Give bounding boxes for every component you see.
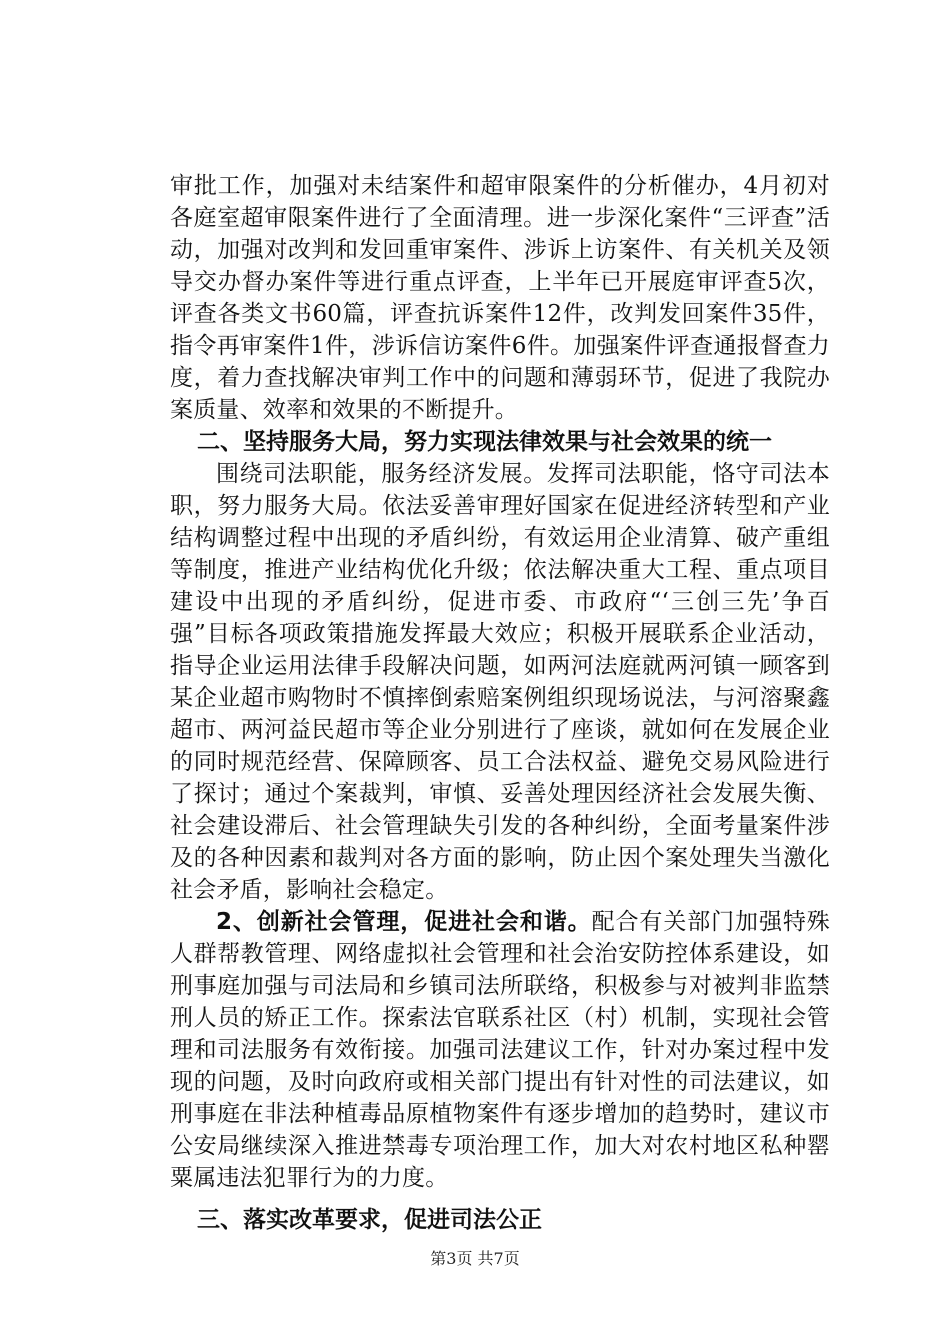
page-number-footer: 第3页 共7页 (430, 1249, 520, 1268)
document-body (170, 170, 830, 1236)
section-heading-3: 三、落实改革要求，促进司法公正 (197, 1207, 542, 1233)
section-heading-2: 二、坚持服务大局，努力实现法律效果与社会效果的统一 (197, 429, 772, 455)
paragraph-serve-economy: 围绕司法职能，服务经济发展。发挥司法职能，恪守司法本职，努力服务大局。依法妥善审理好国家在促进经济转型和产业结构调整过程中出现的矛盾纠纷，有效运用企业清算、破产重组等制度，推进产业结构优化升级；依法解决重大工程、重点项目建设中出现的矛盾纠纷，促进市委、市政府“‘三创三先’争百强”目标各项政策措施发挥最大效应；积极开展联系企业活动，指导企业运用法律手段解决问题，如两河法庭就两河镇一顾客到某企业超市购物时不慎摔倒索赔案例组织现场说法，与河溶聚鑫超市、两河益民超市等企业分别进行了座谈，就如何在发展企业的同时规范经营、保障顾客、员工合法权益、避免交易风险进行了探讨；通过个案裁判，审慎、妥善处理因经济社会发展失衡、社会建设滞后、社会管理缺失引发的各种纠纷，全面考量案件涉及的各种因素和裁判对各方面的影响，防止因个案处理失当激化社会矛盾，影响社会稳定。 (170, 461, 830, 903)
paragraph-case-review: 审批工作，加强对未结案件和超审限案件的分析催办，4月初对各庭室超审限案件进行了全面清理。进一步深化案件“三评查”活动，加强对改判和发回重审案件、涉诉上访案件、有关机关及领导交办督办案件等进行重点评查，上半年已开展庭审评查5次，评查各类文书60篇，评查抗诉案件12件，改判发回案件35件，指令再审案件1件，涉诉信访案件6件。加强案件评查通报督查力度，着力查找解决审判工作中的问题和薄弱环节，促进了我院办案质量、效率和效果的不断提升。 (170, 173, 830, 423)
paragraph-social-management (170, 906, 830, 1194)
paragraph-lead-text: 2、创新社会管理，促进社会和谐。 (216, 909, 592, 935)
paragraph-body-text: 配合有关部门加强特殊人群帮教管理、网络虚拟社会管理和社会治安防控体系建设，如刑事庭加强与司法局和乡镇司法所联络，积极参与对被判非监禁刑人员的矫正工作。探索法官联系社区（村）机制，实现社会管理和司法服务有效衔接。加强司法建议工作，针对办案过程中发现的问题，及时向政府或相关部门提出有针对性的司法建议，如刑事庭在非法种植毒品原植物案件有逐步增加的趋势时，建议市公安局继续深入推进禁毒专项治理工作，加大对农村地区私种罂粟属违法犯罪行为的力度。 (170, 909, 830, 1191)
